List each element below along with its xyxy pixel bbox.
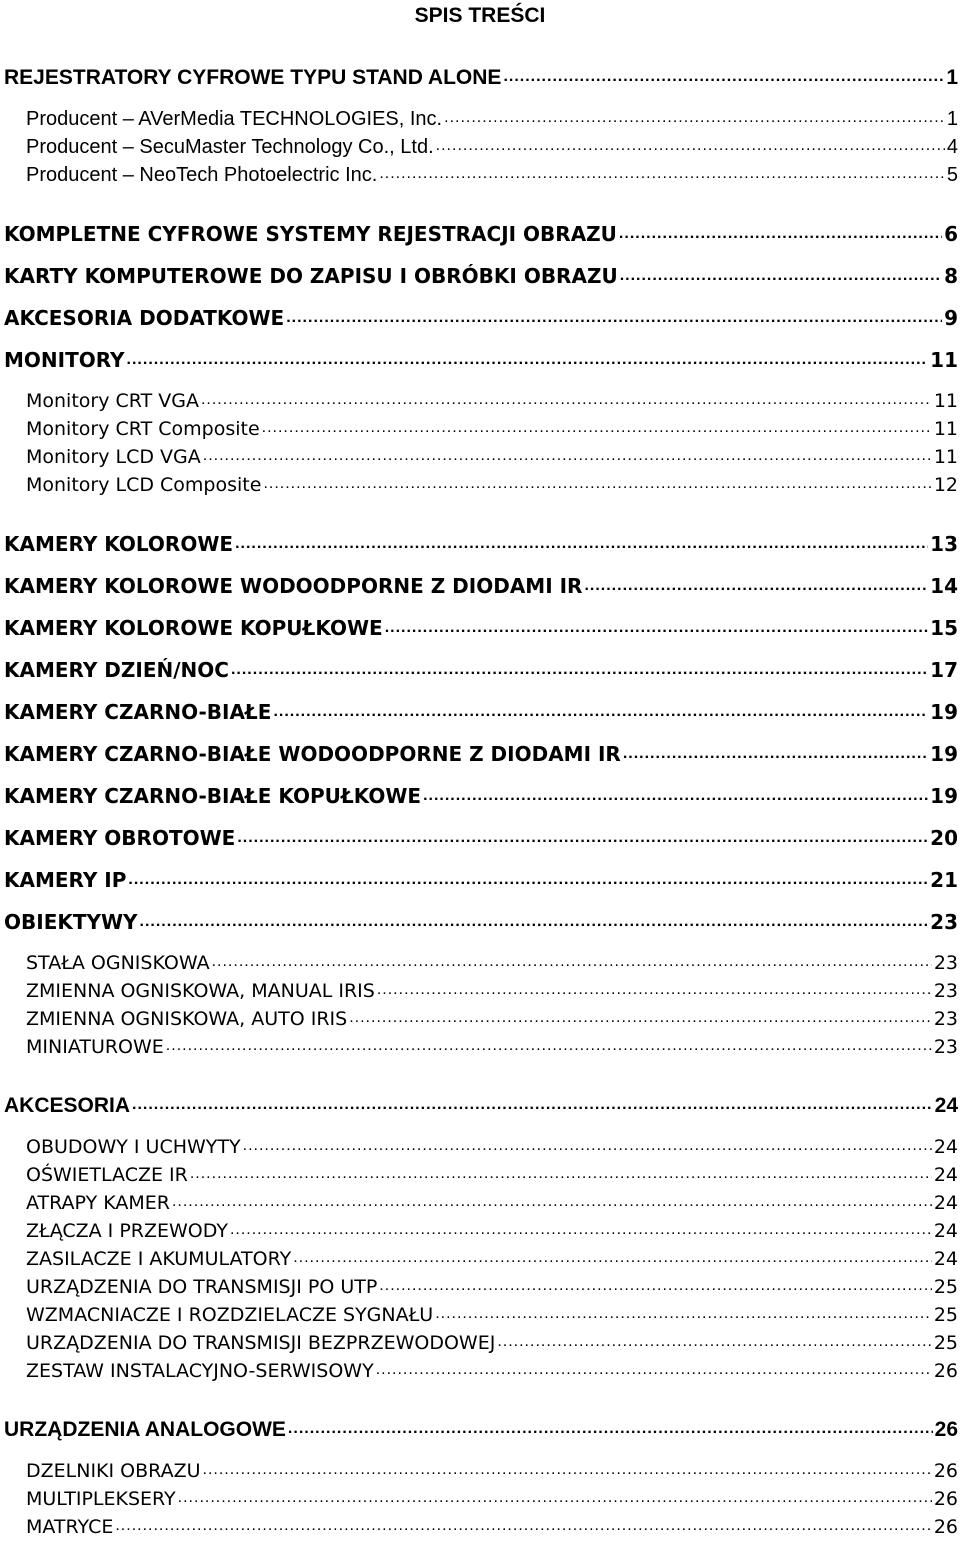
dot-leader	[435, 1305, 932, 1321]
toc-entry-subsection[interactable]	[0, 952, 960, 980]
toc-entry-label: MULTIPLEKSERY	[26, 1488, 176, 1510]
toc-entry-section[interactable]	[0, 658, 960, 686]
toc-entry-page: 24	[934, 1094, 958, 1117]
toc-entry-page: 25	[933, 1276, 958, 1298]
toc-entry-page: 17	[930, 658, 958, 682]
toc-entry-page: 24	[933, 1136, 958, 1158]
dot-leader	[385, 619, 928, 635]
toc-entry-label: MONITORY	[4, 348, 125, 372]
toc-entry-label: KAMERY CZARNO-BIAŁE KOPUŁKOWE	[4, 784, 422, 808]
dot-leader	[201, 391, 932, 407]
toc-entry-page: 26	[934, 1418, 958, 1441]
toc-entry-page: 11	[933, 446, 958, 468]
toc-entry-label: Monitory LCD Composite	[26, 474, 262, 496]
toc-entry-subsection[interactable]	[0, 1008, 960, 1036]
toc-entry-label: DZELNIKI OBRAZU	[26, 1460, 201, 1482]
dot-leader	[444, 109, 945, 125]
dot-leader	[231, 661, 928, 677]
dot-leader	[619, 225, 942, 241]
toc-entry-subsection[interactable]	[0, 136, 960, 164]
toc-entry-label: REJESTRATORY CYFROWE TYPU STAND ALONE	[4, 66, 502, 89]
toc-entry-section[interactable]	[0, 532, 960, 560]
dot-leader	[263, 475, 931, 491]
toc-entry-label: URZĄDZENIA DO TRANSMISJI PO UTP	[26, 1276, 378, 1298]
toc-entry-page: 19	[930, 742, 958, 766]
toc-entry-page: 23	[933, 1008, 958, 1030]
dot-leader	[288, 1420, 933, 1436]
toc-entry-label: KAMERY CZARNO-BIAŁE WODOODPORNE Z DIODAMI IR	[4, 742, 621, 766]
dot-leader	[203, 1461, 932, 1477]
toc-entry-label: AKCESORIA DODATKOWE	[4, 306, 285, 330]
dot-leader	[243, 1137, 932, 1153]
dot-leader	[166, 1037, 932, 1053]
toc-entry-subsection[interactable]	[0, 1332, 960, 1360]
toc-entry-page: 6	[944, 222, 958, 246]
toc-entry-subsection[interactable]	[0, 1276, 960, 1304]
toc-entry-page: 9	[944, 306, 958, 330]
dot-leader	[190, 1165, 932, 1181]
toc-entry-subsection[interactable]	[0, 418, 960, 446]
toc-entry-section[interactable]	[0, 348, 960, 376]
dot-leader	[237, 829, 928, 845]
toc-entry-subsection[interactable]	[0, 1304, 960, 1332]
toc-entry-page: 24	[933, 1248, 958, 1270]
toc-entry-label: MATRYCE	[26, 1516, 114, 1538]
toc-entry-label: KARTY KOMPUTEROWE DO ZAPISU I OBRÓBKI OBRAZU	[4, 264, 618, 288]
toc-entry-subsection[interactable]	[0, 1360, 960, 1388]
toc-entry-section[interactable]	[0, 222, 960, 250]
toc-entry-label: Monitory LCD VGA	[26, 446, 201, 468]
toc-entry-page: 26	[933, 1488, 958, 1510]
toc-entry-label: KAMERY IP	[4, 868, 127, 892]
toc-entry-page: 1	[946, 108, 958, 130]
dot-leader	[620, 267, 942, 283]
dot-leader	[115, 1517, 931, 1533]
dot-leader	[273, 703, 928, 719]
toc-entry-page: 13	[930, 532, 958, 556]
toc-entry-label: MINIATUROWE	[26, 1036, 164, 1058]
dot-leader	[349, 1009, 932, 1025]
dot-leader	[127, 351, 929, 367]
toc-entry-page: 23	[933, 980, 958, 1002]
toc-entry-section[interactable]	[0, 306, 960, 334]
toc-entry-section[interactable]	[0, 264, 960, 292]
dot-leader	[172, 1193, 932, 1209]
toc-entry-section[interactable]	[0, 700, 960, 728]
dot-leader	[584, 577, 928, 593]
toc-entry-page: 11	[933, 418, 958, 440]
toc-entry-page: 21	[930, 868, 958, 892]
toc-entry-label: KOMPLETNE CYFROWE SYSTEMY REJESTRACJI OBRAZU	[4, 222, 617, 246]
toc-entry-label: Producent – NeoTech Photoelectric Inc.	[26, 164, 378, 186]
toc-entry-label: ZESTAW INSTALACYJNO-SERWISOWY	[26, 1360, 374, 1382]
toc-entry-section[interactable]	[0, 910, 960, 938]
toc-entry-subsection[interactable]	[0, 1220, 960, 1248]
dot-leader	[203, 447, 932, 463]
toc-entry-subsection[interactable]	[0, 1136, 960, 1164]
toc-entry-page: 25	[933, 1332, 958, 1354]
toc-entry-label: OBUDOWY I UCHWYTY	[26, 1136, 241, 1158]
toc-entry-subsection[interactable]	[0, 1488, 960, 1516]
toc-entry-page: 5	[946, 164, 958, 186]
toc-entry-subsection[interactable]	[0, 1460, 960, 1488]
toc-entry-page: 26	[933, 1460, 958, 1482]
toc-entry-section[interactable]	[0, 868, 960, 896]
dot-leader	[379, 165, 945, 181]
toc-entry-page: 24	[933, 1164, 958, 1186]
toc-entry-page: 24	[933, 1192, 958, 1214]
toc-entry-subsection[interactable]	[0, 474, 960, 502]
toc-entry-subsection[interactable]	[0, 164, 960, 192]
toc-entry-subsection[interactable]	[0, 980, 960, 1008]
toc-entry-section[interactable]	[0, 574, 960, 602]
toc-entry-page: 11	[930, 348, 958, 372]
dot-leader	[503, 68, 944, 84]
dot-leader	[286, 309, 942, 325]
toc-entry-page: 19	[930, 784, 958, 808]
toc-entry-subsection[interactable]	[0, 1036, 960, 1064]
toc-entry-page: 24	[933, 1220, 958, 1242]
toc-entry-subsection[interactable]	[0, 1516, 960, 1544]
toc-entry-page: 23	[933, 1036, 958, 1058]
toc-entry-page: 11	[933, 390, 958, 412]
toc-entry-label: ZŁĄCZA I PRZEWODY	[26, 1220, 228, 1242]
toc-entry-label: OŚWIETLACZE IR	[26, 1164, 188, 1186]
toc-entry-subsection[interactable]	[0, 446, 960, 474]
toc-entry-subsection[interactable]	[0, 108, 960, 136]
dot-leader	[235, 535, 928, 551]
toc-entry-page: 4	[946, 136, 958, 158]
toc-entry-label: KAMERY DZIEŃ/NOC	[4, 658, 229, 682]
toc-entry-label: KAMERY KOLOROWE KOPUŁKOWE	[4, 616, 383, 640]
toc-entry-page: 1	[946, 66, 958, 89]
dot-leader	[128, 871, 928, 887]
toc-entry-page: 26	[933, 1360, 958, 1382]
toc-entry-page: 15	[930, 616, 958, 640]
toc-entry-section[interactable]	[0, 742, 960, 770]
toc-entry-label: WZMACNIACZE I ROZDZIELACZE SYGNAŁU	[26, 1304, 434, 1326]
toc-entry-label: ATRAPY KAMER	[26, 1192, 170, 1214]
toc-entry-label: ZASILACZE I AKUMULATORY	[26, 1248, 292, 1270]
toc-entry-label: Producent – SecuMaster Technology Co., Ltd.	[26, 136, 434, 158]
toc-entry-section[interactable]	[0, 1094, 960, 1122]
toc-entry-page: 23	[933, 952, 958, 974]
dot-leader	[132, 1096, 933, 1112]
page-title: SPIS TREŚCI	[414, 4, 546, 27]
toc-entry-page: 26	[933, 1516, 958, 1538]
dot-leader	[140, 913, 929, 929]
toc-entry-section[interactable]	[0, 1418, 960, 1446]
toc-entry-label: OBIEKTYWY	[4, 910, 138, 934]
dot-leader	[497, 1333, 931, 1349]
toc-entry-subsection[interactable]	[0, 390, 960, 418]
toc-entry-section[interactable]	[0, 826, 960, 854]
dot-leader	[262, 419, 932, 435]
toc-entry-section[interactable]	[0, 66, 960, 94]
toc-entry-page: 20	[930, 826, 958, 850]
dot-leader	[376, 1361, 932, 1377]
toc-entry-label: STAŁA OGNISKOWA	[26, 952, 210, 974]
dot-leader	[423, 787, 928, 803]
toc-entry-page: 14	[930, 574, 958, 598]
toc-entry-page: 25	[933, 1304, 958, 1326]
dot-leader	[212, 953, 932, 969]
toc-entry-label: Producent – AVerMedia TECHNOLOGIES, Inc.	[26, 108, 443, 130]
toc-entry-label: URZĄDZENIA ANALOGOWE	[4, 1418, 286, 1441]
toc-entry-subsection[interactable]	[0, 1164, 960, 1192]
toc-entry-label: URZĄDZENIA DO TRANSMISJI BEZPRZEWODOWEJ	[26, 1332, 496, 1354]
toc-entry-label: Monitory CRT Composite	[26, 418, 260, 440]
toc-entry-label: ZMIENNA OGNISKOWA, MANUAL IRIS	[26, 980, 375, 1002]
toc-entry-label: KAMERY KOLOROWE	[4, 532, 234, 556]
dot-leader	[178, 1489, 932, 1505]
toc-entry-label: KAMERY CZARNO-BIAŁE	[4, 700, 272, 724]
dot-leader	[379, 1277, 932, 1293]
toc-entry-page: 23	[930, 910, 958, 934]
toc-entry-page: 19	[930, 700, 958, 724]
toc-entry-page: 8	[944, 264, 958, 288]
toc-entry-subsection[interactable]	[0, 1248, 960, 1276]
toc-entry-label: KAMERY OBROTOWE	[4, 826, 236, 850]
toc-entry-subsection[interactable]	[0, 1192, 960, 1220]
toc-entry-section[interactable]	[0, 784, 960, 812]
toc-entry-label: Monitory CRT VGA	[26, 390, 199, 412]
dot-leader	[623, 745, 928, 761]
toc-entry-page: 12	[933, 474, 958, 496]
toc-entry-label: ZMIENNA OGNISKOWA, AUTO IRIS	[26, 1008, 348, 1030]
dot-leader	[230, 1221, 932, 1237]
toc-entry-label: AKCESORIA	[4, 1094, 131, 1117]
dot-leader	[293, 1249, 932, 1265]
dot-leader	[377, 981, 932, 997]
dot-leader	[436, 137, 945, 153]
toc-entry-label: KAMERY KOLOROWE WODOODPORNE Z DIODAMI IR	[4, 574, 583, 598]
toc-entry-section[interactable]	[0, 616, 960, 644]
